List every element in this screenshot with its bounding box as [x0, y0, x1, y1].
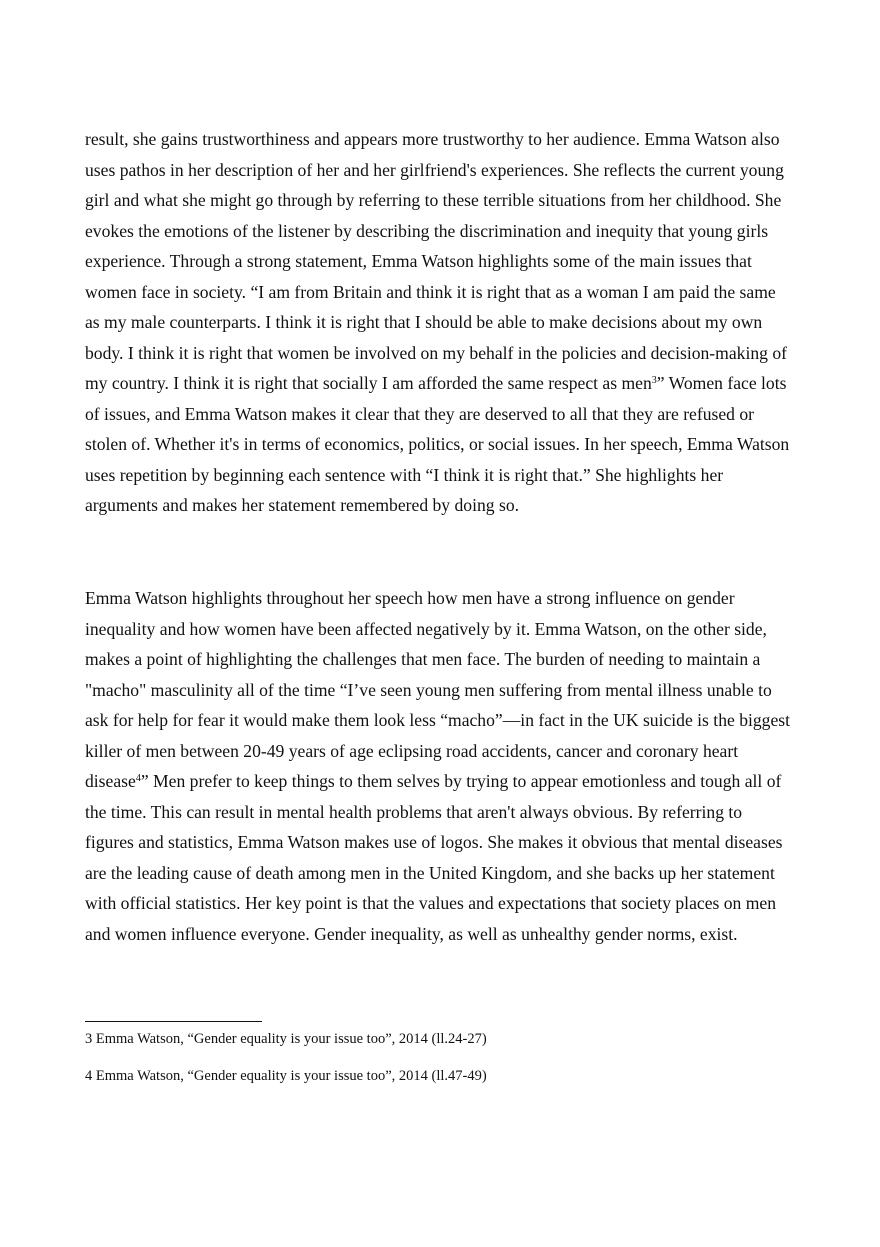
paragraph-line: girl and what she might go through by referring to these terrible situations from her childhood. She	[85, 190, 782, 210]
paragraph-line: inequality and how women have been affected negatively by it. Emma Watson, on the other side,	[85, 618, 767, 639]
paragraph-line: as my male counterparts. I think it is right that I should be able to make decisions about my own	[85, 312, 763, 332]
line-text: ” Women face lots	[656, 373, 787, 393]
body-paragraph-2	[85, 583, 800, 949]
footnote-marker-3: 3	[651, 375, 657, 386]
paragraph-line: the time. This can result in mental health problems that aren't always obvious. By referring to	[85, 801, 743, 822]
paragraph-line: of issues, and Emma Watson makes it clear that they are deserved to all that they are refused or	[85, 403, 755, 424]
paragraph-line: stolen of. Whether it's in terms of economics, politics, or social issues. In her speech, Emma Watson	[85, 434, 790, 454]
paragraph-line: result, she gains trustworthiness and appears more trustworthy to her audience. Emma Watson also	[85, 129, 780, 149]
paragraph-line: Emma Watson highlights throughout her speech how men have a strong influence on gender	[85, 588, 735, 608]
body-paragraph-1	[85, 124, 800, 521]
paragraph-line: killer of men between 20-49 years of age eclipsing road accidents, cancer and coronary heart	[85, 740, 739, 761]
paragraph-line: uses pathos in her description of her and her girlfriend's experiences. She reflects the current young	[85, 159, 784, 180]
paragraph-line: are the leading cause of death among men in the United Kingdom, and she backs up her statement	[85, 862, 775, 883]
footnote-separator	[85, 1021, 262, 1022]
line-text: ” Men prefer to keep things to them selves by trying to appear emotionless and tough all of	[140, 771, 782, 791]
paragraph-line: women face in society. “I am from Britain and think it is right that as a woman I am paid the same	[85, 281, 776, 302]
paragraph-line: figures and statistics, Emma Watson makes use of logos. She makes it obvious that mental diseases	[85, 832, 783, 852]
paragraph-line: body. I think it is right that women be involved on my behalf in the policies and decision-making of	[85, 342, 787, 363]
line-text: disease	[85, 771, 136, 791]
footnote-3: 3 Emma Watson, “Gender equality is your issue too”, 2014 (ll.24-27)	[85, 1031, 487, 1047]
paragraph-line: uses repetition by beginning each sentence with “I think it is right that.” She highlights her	[85, 464, 724, 485]
paragraph-line	[85, 368, 800, 399]
paragraph-line: and women influence everyone. Gender inequality, as well as unhealthy gender norms, exist.	[85, 923, 738, 944]
paragraph-line: arguments and makes her statement remembered by doing so.	[85, 495, 520, 515]
line-text: my country. I think it is right that socially I am afforded the same respect as men	[85, 373, 652, 393]
paragraph-line: "macho" masculinity all of the time “I’ve seen young men suffering from mental illness unable to	[85, 679, 772, 700]
footnote-marker-4: 4	[135, 773, 141, 784]
paragraph-line: experience. Through a strong statement, Emma Watson highlights some of the main issues that	[85, 251, 752, 271]
paragraph-line: ask for help for fear it would make them look less “macho”—in fact in the UK suicide is the biggest	[85, 710, 791, 730]
footnote-4: 4 Emma Watson, “Gender equality is your issue too”, 2014 (ll.47-49)	[85, 1068, 487, 1084]
paragraph-line: makes a point of highlighting the challenges that men face. The burden of needing to maintain a	[85, 649, 761, 669]
paragraph-line	[85, 766, 800, 797]
paragraph-line: evokes the emotions of the listener by describing the discrimination and inequity that young girls	[85, 220, 769, 241]
paragraph-line: with official statistics. Her key point is that the values and expectations that society places on men	[85, 893, 777, 913]
